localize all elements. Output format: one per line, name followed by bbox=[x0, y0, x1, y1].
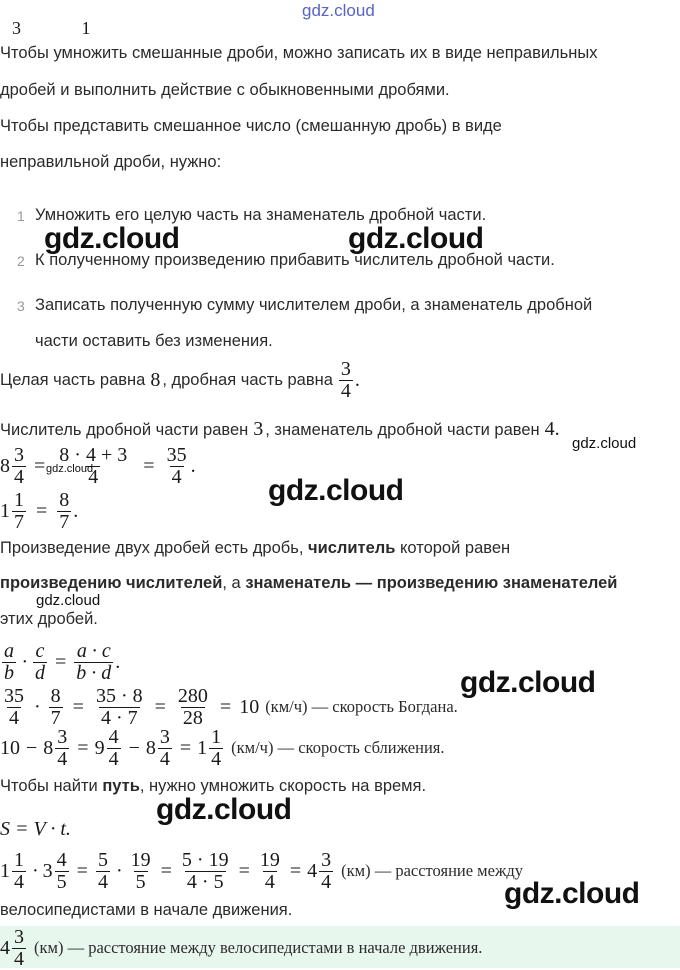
distance-continued: велосипедистами в начале движения. bbox=[0, 901, 293, 919]
num-den-line bbox=[0, 418, 560, 441]
numerator-label: Числитель дробной части равен bbox=[0, 421, 249, 439]
watermark: gdz.cloud bbox=[156, 793, 292, 826]
watermark: gdz.cloud bbox=[348, 222, 484, 255]
top-watermark: gdz.cloud bbox=[302, 1, 375, 20]
denominator-label: , знаменатель дробной части равен bbox=[265, 421, 540, 439]
watermark: gdz.cloud bbox=[36, 592, 101, 609]
watermark: gdz.cloud bbox=[460, 666, 596, 699]
numerator-value: 3 bbox=[253, 418, 264, 440]
formula-distance: S = V · t. bbox=[0, 818, 71, 840]
equation-closing-speed: 10 − 8 $\frac{3}{4}$ = 9 $\frac{4}{4}$ − 8 $\frac{3}{4}$ = 1 $\frac{1}{4}$ (км/ч) — скорость сближения. bbox=[0, 725, 445, 770]
step-text: К полученному произведению прибавить числитель дробной части. bbox=[35, 251, 555, 269]
whole-part-label: Целая часть равна bbox=[0, 370, 146, 389]
product-rule-line-2: произведению числителей, а знаменатель — произведению знаменателей bbox=[0, 574, 618, 592]
intro-line-2: дробей и выполнить действие с обыкновенными дробями. bbox=[0, 81, 450, 99]
step-text: Умножить его целую часть на знаменатель дробной части. bbox=[35, 206, 487, 224]
step-number: 2 bbox=[17, 253, 25, 269]
intro-line-1: Чтобы умножить смешанные дроби, можно записать их в виде неправильных bbox=[0, 44, 598, 62]
denominator-value: 4 bbox=[544, 418, 555, 440]
equation-mixed-to-improper-2: 1 $\frac{1}{7}$ = $\frac{8}{7}$ . bbox=[0, 488, 79, 533]
period: . bbox=[554, 418, 560, 440]
equation-mixed-to-improper-1: 8 $\frac{3}{4}$ = $\frac{8 \cdot 4 + 3}{4}$ = $\frac{35}{4}$ . bbox=[0, 443, 196, 488]
period: . bbox=[354, 368, 360, 391]
watermark: gdz.cloud bbox=[268, 474, 404, 507]
cut-off-text: 3 1 bbox=[12, 18, 119, 38]
product-rule-line-1: Произведение двух дробей есть дробь, числитель которой равен bbox=[0, 539, 511, 557]
equation-speed-bogdan: $\frac{35}{4}$ · $\frac{8}{7}$ = $\frac{35 \cdot 8}{4 \cdot 7}$ = $\frac{280}{28}$ = 10 (км/ч) — скорость Богдана. bbox=[4, 684, 458, 729]
answer-box bbox=[0, 926, 680, 968]
watermark: gdz.cloud bbox=[504, 877, 640, 910]
step-number: 1 bbox=[17, 208, 25, 224]
step-text-continued: части оставить без изменения. bbox=[35, 332, 273, 350]
fraction-part-value: $\frac{3}{4}$ bbox=[340, 357, 351, 402]
rule-intro-line-1: Чтобы представить смешанное число (смешанную дробь) в виде bbox=[0, 117, 502, 135]
product-rule-line-3: этих дробей. bbox=[0, 610, 98, 628]
rule-intro-line-2: неправильной дроби, нужно: bbox=[0, 153, 222, 171]
step-number: 3 bbox=[17, 298, 25, 314]
whole-part-value: 8 bbox=[150, 368, 161, 391]
watermark: gdz.cloud bbox=[44, 222, 180, 255]
step-text: Записать полученную сумму числителем дроби, а знаменатель дробной bbox=[35, 296, 593, 314]
fraction-part-label: , дробная часть равна bbox=[162, 370, 333, 389]
watermark: gdz.cloud bbox=[46, 463, 94, 475]
path-rule: Чтобы найти путь, нужно умножить скорость на время. bbox=[0, 777, 427, 795]
watermark: gdz.cloud bbox=[572, 435, 637, 452]
whole-part-line bbox=[0, 355, 360, 405]
fraction-product-formula: $\frac{a}{b}$ · $\frac{c}{d}$ = $\frac{a \cdot c}{b \cdot d}$ . bbox=[4, 639, 121, 684]
equation-distance: 1 $\frac{1}{4}$ · 3 $\frac{4}{5}$ = $\frac{5}{4}$ · $\frac{19}{5}$ = $\frac{5 \cdot 19}{4 \cdot 5}$ = $\frac{19}{4}$ = 4 $\frac{3}{4}$ (км) — расстояние между bbox=[0, 848, 523, 893]
answer-text: 4 $\frac{3}{4}$ (км) — расстояние между велосипедистами в начале движения. bbox=[0, 925, 483, 970]
